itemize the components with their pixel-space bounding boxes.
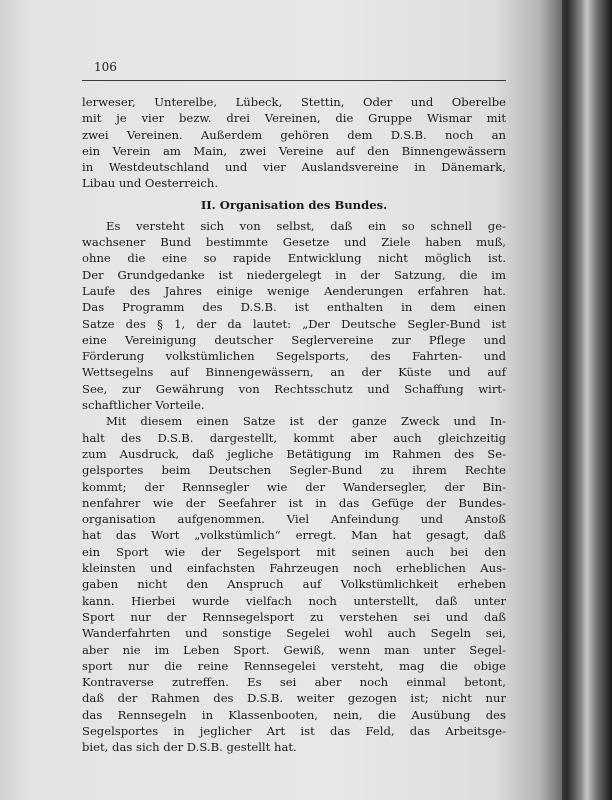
- text-line: Kontraverse zutreffen. Es sei aber noch einmal betont,: [82, 675, 506, 690]
- text-line: Satze des § 1, der da lautet: „Der Deutsche Segler-Bund ist: [82, 316, 506, 331]
- body-text: [82, 94, 506, 756]
- text-line: wachsener Bund bestimmte Gesetze und Ziele haben muß,: [82, 235, 506, 250]
- text-line: kommt; der Rennsegler wie der Wandersegler, der Bin-: [82, 479, 506, 494]
- text-line: See, zur Gewährung von Rechtsschutz und Schaffung wirt-: [82, 381, 506, 396]
- text-line: Wanderfahrten und sonstige Segelei wohl auch Segeln sei,: [82, 626, 506, 641]
- text-line: nenfahrer wie der Seefahrer ist in das Gefüge der Bundes-: [82, 495, 506, 510]
- text-line: Segelsportes in jeglicher Art ist das Feld, das Arbeitsge-: [82, 723, 506, 738]
- text-line: gaben nicht den Anspruch auf Volkstümlichkeit erheben: [82, 577, 506, 592]
- text-line: ein Verein am Main, zwei Vereine auf den Binnengewässern: [82, 143, 506, 158]
- text-line: gelsportes beim Deutschen Segler-Bund zu ihrem Rechte: [82, 463, 506, 478]
- intro-paragraph: [82, 94, 506, 192]
- text-line: Es versteht sich von selbst, daß ein so schnell ge-: [106, 218, 506, 233]
- header-rule: [82, 80, 506, 81]
- text-line: kleinsten und einfachsten Fahrzeugen noch erheblichen Aus-: [82, 561, 506, 576]
- text-line: ohne die eine so rapide Entwicklung nicht möglich ist.: [82, 251, 506, 266]
- text-line: sport nur die reine Rennsegelei versteht, mag die obige: [82, 658, 506, 673]
- section-heading: II. Organisation des Bundes.: [200, 197, 388, 212]
- text-line: kann. Hierbei wurde vielfach noch unterstellt, daß unter: [82, 593, 506, 608]
- text-line: daß der Rahmen des D.S.B. weiter gezogen ist; nicht nur: [82, 691, 506, 706]
- text-line: organisation aufgenommen. Viel Anfeindung und Anstoß: [82, 512, 506, 527]
- book-gutter: [556, 0, 612, 800]
- text-line: Laufe des Jahres einige wenige Aenderungen erfahren hat.: [82, 283, 506, 298]
- text-line: mit je vier bezw. drei Vereinen, die Gruppe Wismar mit: [82, 111, 506, 126]
- text-line: hat das Wort „volkstümlich“ erregt. Man hat gesagt, daß: [82, 528, 506, 543]
- text-line: Mit diesem einen Satze ist der ganze Zweck und In-: [106, 414, 506, 429]
- text-line: eine Vereinigung deutscher Seglervereine zur Pflege und: [82, 332, 506, 347]
- text-line: ein Sport wie der Segelsport mit seinen auch bei den: [82, 544, 506, 559]
- text-line: Das Programm des D.S.B. ist enthalten in dem einen: [82, 300, 506, 315]
- text-line: Wettsegelns auf Binnengewässern, an der Küste und auf: [82, 365, 506, 380]
- paragraph-1: [82, 218, 506, 414]
- text-line: zwei Vereinen. Außerdem gehören dem D.S.B. noch an: [82, 127, 506, 142]
- text-line: Sport nur der Rennsegelsport zu verstehen sei und daß: [82, 609, 506, 624]
- text-line: halt des D.S.B. dargestellt, kommt aber auch gleichzeitig: [82, 430, 506, 445]
- text-line: Förderung volkstümlichen Segelsports, des Fahrten- und: [82, 349, 506, 364]
- page-number: 106: [94, 60, 117, 74]
- paragraph-2: [82, 413, 506, 755]
- text-line: aber nie im Leben Sport. Gewiß, wenn man unter Segel-: [82, 642, 506, 657]
- text-line: schaftlicher Vorteile.: [82, 398, 205, 413]
- text-line: lerweser, Unterelbe, Lübeck, Stettin, Oder und Oberelbe: [82, 95, 506, 109]
- text-line: biet, das sich der D.S.B. gestellt hat.: [82, 740, 297, 755]
- text-line: Libau und Oesterreich.: [82, 176, 219, 191]
- text-line: zum Ausdruck, daß jegliche Betätigung im Rahmen des Se-: [82, 446, 506, 461]
- text-line: in Westdeutschland und vier Auslandsvereine in Dänemark,: [82, 160, 506, 175]
- text-line: Der Grundgedanke ist niedergelegt in der Satzung, die im: [82, 267, 506, 282]
- text-line: das Rennsegeln in Klassenbooten, nein, die Ausübung des: [82, 707, 506, 722]
